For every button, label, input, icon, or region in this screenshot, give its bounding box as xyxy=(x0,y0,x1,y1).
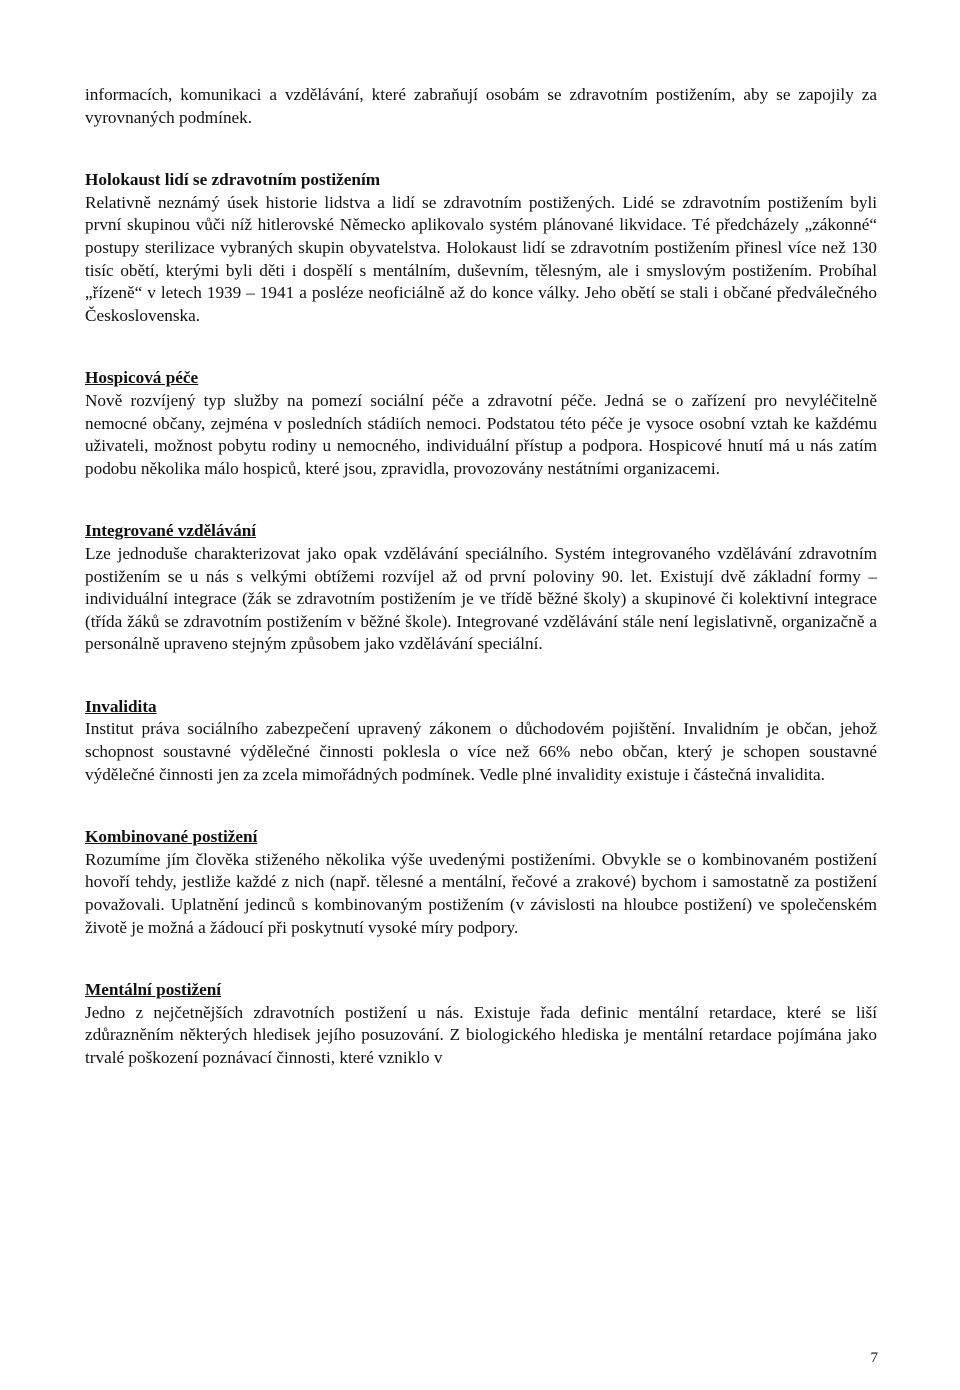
spacer xyxy=(85,129,877,169)
spacer xyxy=(85,786,877,826)
section-heading: Kombinované postižení xyxy=(85,827,258,847)
section-heading: Integrované vzdělávání xyxy=(85,521,257,541)
section-invalidita xyxy=(85,696,877,786)
section-mentalni-postizeni xyxy=(85,979,877,1069)
section-heading: Mentální postižení xyxy=(85,980,222,1000)
section-body: Relativně neznámý úsek historie lidstva a lidí se zdravotním postižených. Lidé se zdravotním postižením byli první skupinou vůči níž hitlerovské Německo aplikovalo systém plánované likvidace. Té předcházely „zákonné“ postupy sterilizace vybraných skupin obyvatelstva. Holokaust lidí se zdravotním postižením přinesl více než 130 tisíc obětí, kterými byli děti i dospělí s mentálním, duševním, tělesným, ale i smyslovým postižením. Probíhal „řízeně“ v letech 1939 – 1941 a posléze neoficiálně až do konce války. Jeho obětí se stali i občané předválečného Československa. xyxy=(85,192,877,325)
section-holokaust xyxy=(85,169,877,327)
intro-paragraph: informacích, komunikaci a vzdělávání, které zabraňují osobám se zdravotním postižením, aby se zapojily za vyrovnaných podmínek. xyxy=(85,85,877,127)
section-body: Institut práva sociálního zabezpečení upravený zákonem o důchodovém pojištění. Invalidním je občan, jehož schopnost soustavné výdělečné činnosti poklesla o více než 66% nebo občan, který je schopen soustavné výdělečné činnosti jen za zcela mimořádných podmínek. Vedle plné invalidity existuje i částečná invalidita. xyxy=(85,719,877,784)
spacer xyxy=(85,939,877,979)
section-integrovane-vzdelavani xyxy=(85,520,877,656)
section-body: Nově rozvíjený typ služby na pomezí sociální péče a zdravotní péče. Jedná se o zařízení pro nevyléčitelně nemocné občany, zejména v posledních stádiích nemoci. Podstatou této péče je vysoce osobní vztah ke každému uživateli, možnost pobytu rodiny u nemocného, individuální přístup a podpora. Hospicové hnutí má u nás zatím podobu několika málo hospiců, které jsou, zpravidla, provozovány nestátními organizacemi. xyxy=(85,390,877,478)
page-number: 7 xyxy=(870,1350,878,1366)
section-kombinovane-postizeni xyxy=(85,826,877,939)
spacer xyxy=(85,480,877,520)
section-body: Lze jednoduše charakterizovat jako opak vzdělávání speciálního. Systém integrovaného vzdělávání zdravotním postižením se u nás s velkými obtížemi rozvíjel až od první poloviny 90. let. Existují dvě základní formy – individuální integrace (žák se zdravotním postižením je ve třídě běžné školy) a skupinové či kolektivní integrace (třída žáků se zdravotním postižením v běžné škole). Integrované vzdělávání stále není legislativně, organizačně a personálně upraveno stejným způsobem jako vzdělávání speciální. xyxy=(85,543,877,654)
document-page xyxy=(85,84,877,1070)
spacer xyxy=(85,327,877,367)
spacer xyxy=(85,656,877,696)
section-heading: Hospicová péče xyxy=(85,368,199,388)
section-heading: Holokaust lidí se zdravotním postižením xyxy=(85,170,381,190)
section-heading: Invalidita xyxy=(85,696,157,716)
section-body: Jedno z nejčetnějších zdravotních postižení u nás. Existuje řada definic mentální retardace, které se liší zdůrazněním některých hledisek jejího posuzování. Z biologického hlediska je mentální retardace pojímána jako trvalé poškození poznávací činnosti, které vzniklo v xyxy=(85,1002,877,1067)
section-hospicova-pece xyxy=(85,367,877,480)
section-body: Rozumíme jím člověka stiženého několika výše uvedenými postiženími. Obvykle se o kombinovaném postižení hovoří tehdy, jestliže každé z nich (např. tělesné a mentální, řečové a zrakové) bychom i samostatně za postižení považovali. Uplatnění jedinců s kombinovaným postižením (v závislosti na hloubce postižení) ve společenském životě je možná a žádoucí při poskytnutí vysoké míry podpory. xyxy=(85,849,877,937)
